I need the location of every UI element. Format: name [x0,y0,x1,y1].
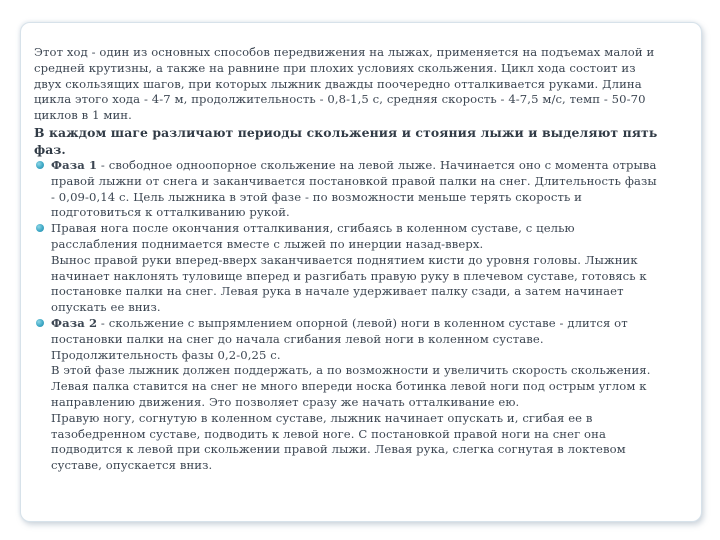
list-item-phase-1 [34,158,686,221]
list-item-phase-2 [34,316,686,474]
intro-line: циклов в 1 мин. [34,108,132,123]
intro-paragraph [34,45,686,124]
list-item-line: расслабления поднимается вместе с лыжей по инерции назад-вверх. [51,236,484,251]
list-item-line: подводится к левой при скольжении правой лыжи. Левая рука, слегка согнутая в локтевом [51,442,626,457]
list-item-line: правой лыжни от снега и заканчивается постановкой правой палки на снег. Длительность фазы [51,173,657,188]
bullet-icon [36,161,44,169]
list-item-line: Продолжительность фазы 0,2-0,25 с. [51,347,281,362]
list-item-line: Левая палка ставится на снег не много впереди носка ботинка левой ноги под острым углом к [51,379,647,394]
list-item-first-line [51,316,686,332]
list-item-text: - свободное одноопорное скольжение на левой лыже. Начинается оно с момента отрыва [97,157,657,172]
list-item-text: - скольжение с выпрямлением опорной (левой) ноги в коленном суставе - длится от [97,315,628,330]
list-item-line: суставе, опускается вниз. [51,458,213,473]
phase-label: Фаза 1 [51,157,98,172]
list-item-line: подготовиться к отталкиванию рукой. [51,205,290,220]
list-item-line: В этой фазе лыжник должен поддержать, а по возможности и увеличить скорость скольжения. [51,363,651,378]
list-item-line: начинает наклонять туловище вперед и разгибать правую руку в плечевом суставе, готовясь к [51,268,647,283]
phase-label: Фаза 2 [51,315,98,330]
list-item-line: тазобедренном суставе, подводить к левой ноге. С постановкой правой ноги на снег она [51,426,606,441]
list-item-line: - 0,09-0,14 с. Цель лыжника в этой фазе - по возможности меньше терять скорость и [51,189,582,204]
list-item-line: опускать ее вниз. [51,300,161,315]
intro-line: средней крутизны, а также на равнине при плохих условиях скольжения. Цикл хода состоит из [34,60,636,75]
list-item-first-line [51,158,686,174]
intro-line: цикла этого хода - 4-7 м, продолжительность - 0,8-1,5 с, средняя скорость - 4-7,5 м/с, темп - 50-70 [34,92,646,107]
list-item-line: Вынос правой руки вперед-вверх заканчивается поднятием кисти до уровня головы. Лыжник [51,252,638,267]
bullet-icon [36,224,44,232]
intro-line: Этот ход - один из основных способов передвижения на лыжах, применяется на подъемах малой и [34,45,655,59]
list-item-line: постановки палки на снег до начала сгибания левой ноги в коленном суставе. [51,331,544,346]
bullet-icon [36,319,44,327]
list-item-line: направлению движения. Это позволяет сразу же начать отталкивание ею. [51,394,520,409]
section-heading: В каждом шаге различают периоды скольжения и стояния лыжи и выделяют пять фаз. [34,124,658,157]
list-item-line: Правую ногу, согнутую в коленном суставе, лыжник начинает опускать и, сгибая ее в [51,410,593,425]
slide-content [34,45,686,474]
list-item-line: постановке палки на снег. Левая рука в начале удерживает палку сзади, а затем начинает [51,284,624,299]
intro-line: двух скользящих шагов, при которых лыжник дважды поочередно отталкивается руками. Длина [34,76,642,91]
list-item-first-line: Правая нога после окончания отталкивания, сгибаясь в коленном суставе, с целью [51,221,575,236]
list-item-right-leg [34,221,686,316]
